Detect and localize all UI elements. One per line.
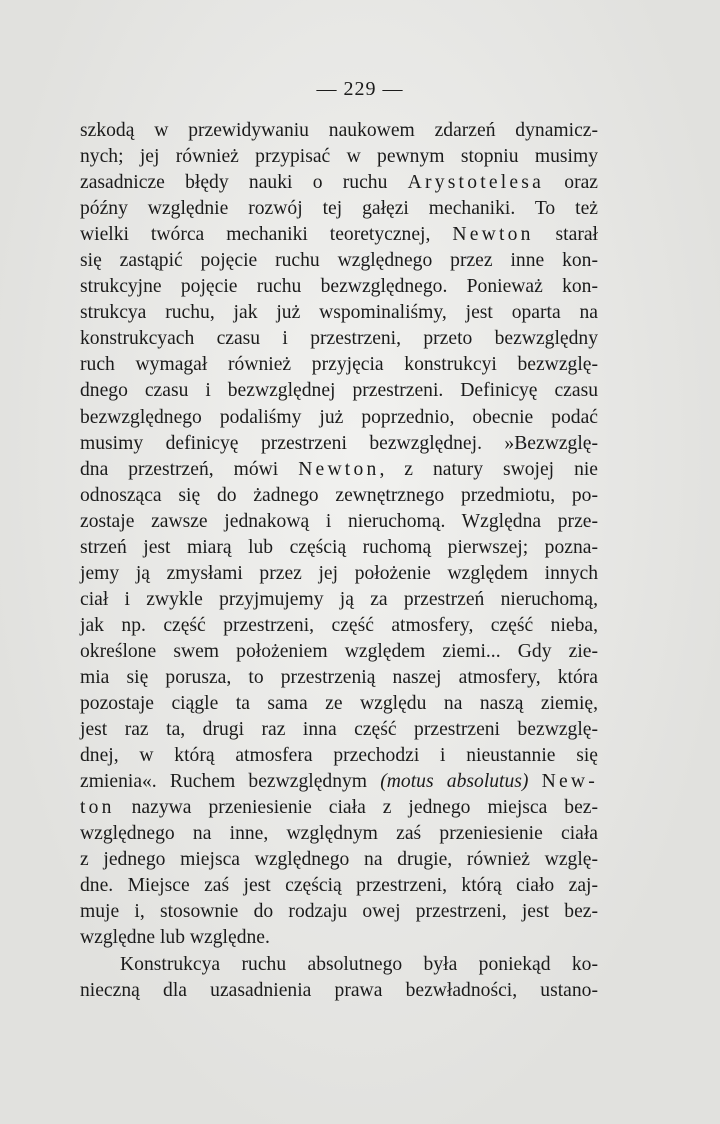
body-text bbox=[80, 118, 598, 1004]
text-segment: wielki twórca mechaniki teoretycznej, bbox=[80, 224, 453, 246]
text-segment: jest raz ta, drugi raz inna część przestrzeni bezwzglę- bbox=[80, 719, 598, 741]
text-line bbox=[80, 300, 598, 326]
text-line bbox=[80, 535, 598, 561]
text-line bbox=[80, 509, 598, 535]
text-line bbox=[80, 717, 598, 743]
text-segment: dnej, w którą atmosfera przechodzi i nieustannie się bbox=[80, 745, 598, 767]
text-line bbox=[80, 899, 598, 925]
text-segment: szkodą w przewidywaniu naukowem zdarzeń dynamicz- bbox=[80, 120, 598, 141]
text-line bbox=[80, 613, 598, 639]
text-line bbox=[80, 743, 598, 769]
text-line bbox=[80, 170, 598, 196]
text-line bbox=[80, 378, 598, 404]
text-segment: nazywa przeniesienie ciała z jednego miejsca bez- bbox=[114, 797, 598, 819]
text-line bbox=[80, 639, 598, 665]
text-line bbox=[80, 118, 598, 144]
text-line bbox=[80, 691, 598, 717]
spaced-name: New- bbox=[541, 771, 598, 793]
text-line bbox=[80, 222, 598, 248]
text-segment: odnosząca się do żadnego zewnętrznego przedmiotu, po- bbox=[80, 484, 598, 506]
page-number: — 229 — bbox=[316, 78, 404, 100]
text-line bbox=[80, 274, 598, 300]
text-segment: względnego na inne, względnym zaś przeniesienie ciała bbox=[80, 823, 598, 845]
text-segment bbox=[528, 771, 541, 792]
text-segment: dnego czasu i bezwzględnej przestrzeni. Definicyę czasu bbox=[80, 380, 598, 402]
text-line bbox=[80, 952, 598, 978]
text-line bbox=[80, 665, 598, 691]
text-segment: mia się porusza, to przestrzenią naszej atmosfery, która bbox=[80, 666, 598, 688]
text-segment: dne. Miejsce zaś jest częścią przestrzeni, którą ciało zaj- bbox=[80, 875, 598, 897]
text-segment: pozostaje ciągle ta sama ze względu na naszą ziemię, bbox=[80, 693, 598, 715]
text-line bbox=[80, 457, 598, 483]
text-segment: zasadnicze błędy nauki o ruchu bbox=[80, 172, 408, 194]
text-segment: oraz bbox=[544, 172, 598, 194]
text-line bbox=[80, 873, 598, 899]
text-line bbox=[80, 769, 598, 795]
text-segment: ruch wymagał również przyjęcia konstrukcyi bezwzglę- bbox=[80, 354, 598, 376]
text-segment: muje i, stosownie do rodzaju owej przestrzeni, jest bez- bbox=[80, 901, 598, 923]
text-line bbox=[80, 405, 598, 431]
italic-term: (motus absolutus) bbox=[380, 771, 529, 793]
text-line bbox=[80, 196, 598, 222]
text-segment: konstrukcyach czasu i przestrzeni, przeto bezwzględny bbox=[80, 328, 598, 350]
text-segment: Konstrukcya ruchu absolutnego była poniekąd ko- bbox=[120, 953, 598, 975]
text-segment: ciał i zwykle przyjmujemy ją za przestrzeń nieruchomą, bbox=[80, 588, 598, 610]
text-segment: strzeń jest miarą lub częścią ruchomą pierwszej; pozna- bbox=[80, 536, 598, 558]
text-segment: strukcya ruchu, jak już wspominaliśmy, jest oparta na bbox=[80, 302, 598, 324]
text-line bbox=[80, 978, 598, 1004]
spaced-name: Arystotelesa bbox=[407, 172, 544, 194]
text-segment: bezwzględnego podaliśmy już poprzednio, obecnie podać bbox=[80, 406, 598, 428]
text-segment: dna przestrzeń, mówi bbox=[80, 458, 299, 480]
text-line bbox=[80, 821, 598, 847]
text-line bbox=[80, 561, 598, 587]
text-line bbox=[80, 352, 598, 378]
text-segment: określone swem położeniem względem ziemi... Gdy zie- bbox=[80, 640, 598, 662]
text-segment: nych; jej również przypisać w pewnym stopniu musimy bbox=[80, 146, 598, 168]
text-segment: musimy definicyę przestrzeni bezwzględnej. »Bezwzglę- bbox=[80, 432, 598, 454]
text-segment: z jednego miejsca względnego na drugie, również wzglę- bbox=[80, 849, 598, 871]
spaced-name: Newton bbox=[298, 458, 380, 480]
text-line bbox=[80, 483, 598, 509]
text-line bbox=[80, 847, 598, 873]
text-segment: , z natury swojej nie bbox=[379, 458, 599, 480]
text-segment: zostaje zawsze jednakową i nieruchomą. Względna prze- bbox=[80, 510, 598, 532]
text-segment: względne lub względne. bbox=[80, 927, 270, 949]
text-line bbox=[80, 925, 598, 951]
text-line bbox=[80, 587, 598, 613]
text-line bbox=[80, 248, 598, 274]
text-segment: późny względnie rozwój tej gałęzi mechaniki. To też bbox=[80, 198, 598, 220]
text-segment: starał bbox=[533, 224, 598, 246]
text-segment: zmienia«. Ruchem bezwzględnym bbox=[80, 771, 381, 793]
text-segment: nieczną dla uzasadnienia prawa bezwładności, ustano- bbox=[80, 979, 598, 1001]
text-segment: strukcyjne pojęcie ruchu bezwzględnego. Ponieważ kon- bbox=[80, 276, 598, 298]
text-segment: się zastąpić pojęcie ruchu względnego przez inne kon- bbox=[80, 250, 598, 272]
text-line bbox=[80, 795, 598, 821]
text-line bbox=[80, 431, 598, 457]
spaced-name: Newton bbox=[452, 224, 534, 246]
text-segment: jemy ją zmysłami przez jej położenie względem innych bbox=[80, 562, 598, 584]
text-line bbox=[80, 144, 598, 170]
spaced-name: ton bbox=[80, 797, 115, 819]
text-line bbox=[80, 326, 598, 352]
text-segment: jak np. część przestrzeni, część atmosfery, część nieba, bbox=[80, 614, 598, 636]
